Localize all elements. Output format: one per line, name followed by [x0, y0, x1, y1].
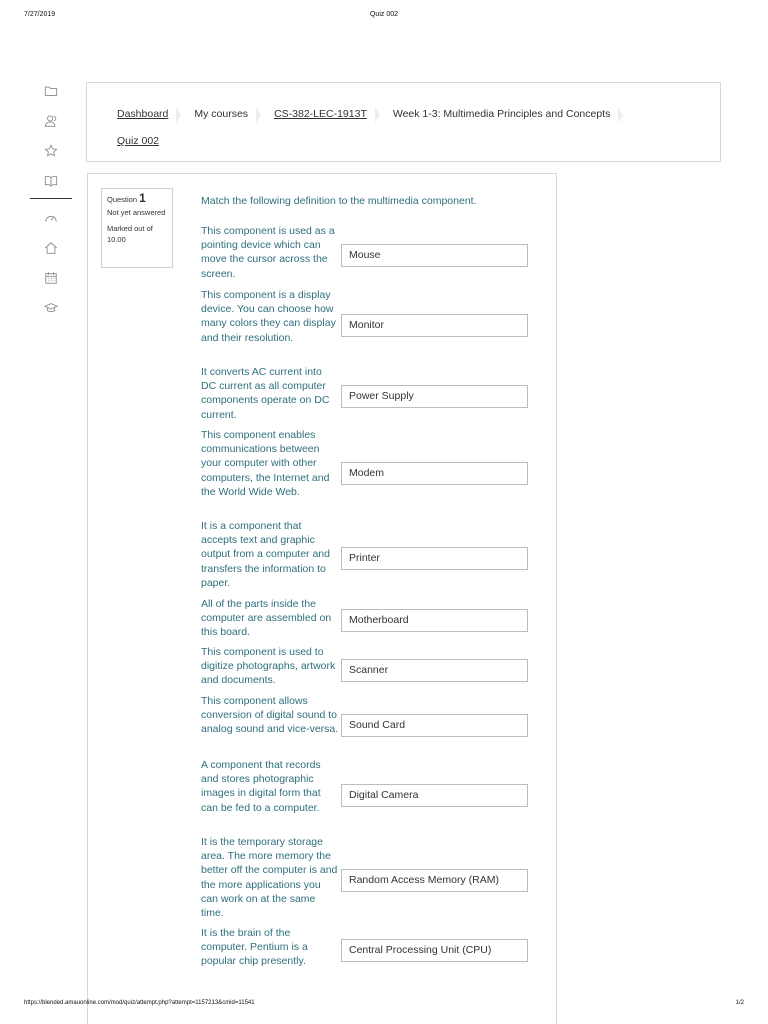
- calendar-icon: [44, 271, 58, 285]
- nav-item-calendar[interactable]: [30, 263, 72, 293]
- match-answer-select[interactable]: Scanner: [341, 659, 528, 682]
- match-definition: This component allows conversion of digital sound to analog sound and vice-versa.: [201, 695, 339, 736]
- breadcrumb-separator: [168, 107, 194, 121]
- match-definition: This component is used as a pointing device which can move the cursor across the screen.: [201, 225, 335, 280]
- nav-item-dashboard[interactable]: [30, 203, 72, 233]
- match-definition: It converts AC current into DC current as all computer components operate on DC current.: [201, 366, 330, 421]
- folder-icon: [44, 84, 58, 98]
- nav-item-courses[interactable]: [30, 293, 72, 323]
- breadcrumb-item-week[interactable]: Week 1-3: Multimedia Principles and Concepts: [392, 108, 611, 120]
- side-nav: [30, 76, 72, 323]
- match-definition: It is the temporary storage area. The more memory the better off the computer is and the more applications you can work on at the same time.: [201, 836, 338, 920]
- book-icon: [44, 174, 58, 188]
- breadcrumb-item-course[interactable]: CS-382-LEC-1913T: [274, 108, 367, 120]
- print-page-title: Quiz 002: [369, 11, 399, 18]
- print-header: [24, 11, 744, 23]
- users-icon: [44, 114, 58, 128]
- match-answer-select[interactable]: Monitor: [341, 314, 528, 337]
- match-answer-select[interactable]: Mouse: [341, 244, 528, 267]
- star-icon: [44, 144, 58, 158]
- match-answer-select[interactable]: Digital Camera: [341, 784, 528, 807]
- print-footer: [24, 1000, 744, 1010]
- match-answer-select[interactable]: Central Processing Unit (CPU): [341, 939, 528, 962]
- question-prompt: Match the following definition to the multimedia component.: [201, 195, 477, 207]
- match-definition: A component that records and stores photographic images in digital form that can be fed to a computer.: [201, 759, 321, 814]
- question-info: [101, 188, 173, 268]
- question-number: 1: [139, 191, 146, 205]
- question-panel: [87, 173, 557, 1024]
- breadcrumb-separator: [248, 107, 274, 121]
- breadcrumb: [117, 101, 697, 155]
- match-definition: All of the parts inside the computer are assembled on this board.: [201, 598, 332, 639]
- breadcrumb-separator: [610, 107, 636, 121]
- nav-divider: [30, 198, 72, 199]
- breadcrumb-separator: [367, 107, 393, 121]
- match-definition: This component is used to digitize photographs, artwork and documents.: [201, 646, 336, 687]
- question-marks: Marked out of 10.00: [107, 224, 153, 244]
- nav-item-grades[interactable]: [30, 166, 72, 196]
- breadcrumb-item-dashboard[interactable]: Dashboard: [117, 108, 169, 120]
- breadcrumb-item-my-courses[interactable]: My courses: [194, 108, 249, 120]
- match-answer-select[interactable]: Printer: [341, 547, 528, 570]
- match-answer-select[interactable]: Random Access Memory (RAM): [341, 869, 528, 892]
- nav-item-participants[interactable]: [30, 106, 72, 136]
- question-label: Question: [107, 195, 138, 204]
- match-answer-select[interactable]: Sound Card: [341, 714, 528, 737]
- print-url: https://blended.amauonline.com/mod/quiz/attempt.php?attempt=1157213&cmid=11541: [24, 1000, 255, 1006]
- match-answer-select[interactable]: Power Supply: [341, 385, 528, 408]
- print-date: 7/27/2019: [24, 11, 56, 18]
- graduation-cap-icon: [44, 301, 58, 315]
- match-definition: It is a component that accepts text and graphic output from a computer and transfers the information to paper.: [201, 520, 330, 589]
- nav-item-home[interactable]: [30, 233, 72, 263]
- match-definition: This component is a display device. You can choose how many colors they can display and their resolution.: [201, 289, 336, 344]
- nav-item-badges[interactable]: [30, 136, 72, 166]
- match-definition: This component enables communications between your computer with other computers, the Internet and the World Wide Web.: [201, 429, 330, 498]
- match-answer-select[interactable]: Modem: [341, 462, 528, 485]
- match-answer-select[interactable]: Motherboard: [341, 609, 528, 632]
- question-status: Not yet answered: [107, 208, 166, 217]
- breadcrumb-item-quiz[interactable]: Quiz 002: [117, 135, 160, 147]
- nav-item-files[interactable]: [30, 76, 72, 106]
- breadcrumb-panel: [86, 82, 721, 162]
- match-definition: It is the brain of the computer. Pentium is a popular chip presently.: [201, 927, 308, 968]
- home-icon: [44, 241, 58, 255]
- dashboard-gauge-icon: [44, 211, 58, 225]
- print-page-number: 1/2: [735, 1000, 744, 1006]
